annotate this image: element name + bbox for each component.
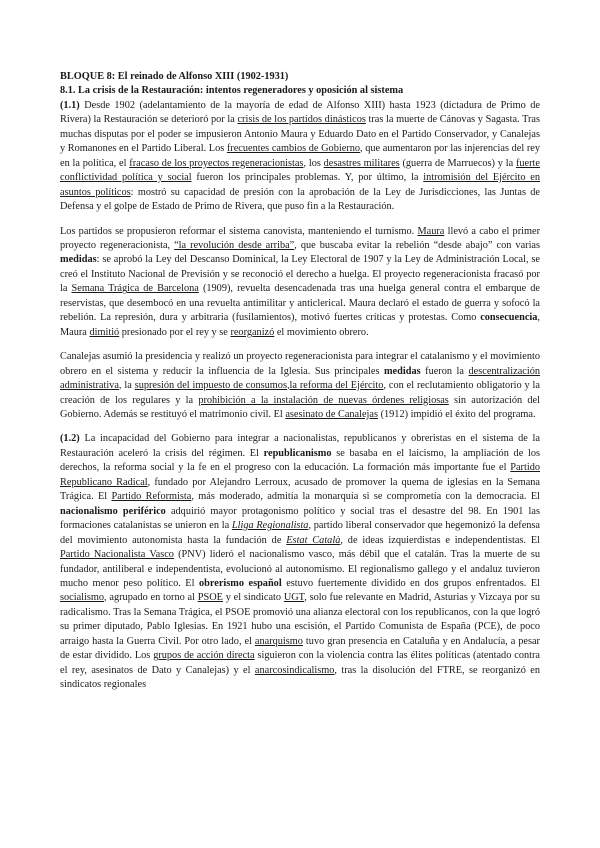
underlined-term: asesinato de Canalejas bbox=[285, 408, 378, 420]
bold-term: republicanismo bbox=[263, 447, 332, 459]
underlined-term: PSOE bbox=[197, 592, 223, 604]
underlined-term: “la revolución desde arriba” bbox=[174, 239, 295, 251]
underlined-term: anarcosindicalismo bbox=[254, 664, 335, 676]
underlined-term: dimitió bbox=[89, 326, 120, 338]
page-title: BLOQUE 8: El reinado de Alfonso XIII (1902-1931) bbox=[60, 71, 289, 82]
underlined-term: Partido Nacionalista Vasco bbox=[60, 549, 174, 561]
section-title: 8.1. La crisis de la Restauración: intentos regeneradores y oposición al sistema bbox=[60, 85, 404, 97]
underlined-term: grupos de acción directa bbox=[153, 650, 255, 662]
underlined-term: anarquismo bbox=[254, 635, 303, 647]
underlined-term: descentralización administrativa bbox=[60, 365, 540, 392]
underlined-term: socialismo bbox=[60, 592, 105, 604]
underlined-term: Maura bbox=[417, 225, 445, 237]
underlined-term: supresión del impuesto de consumos bbox=[134, 380, 287, 392]
underlined-term: intromisión del Ejército en asuntos políticos bbox=[60, 172, 540, 198]
underlined-term: reorganizó bbox=[230, 326, 275, 338]
underlined-term: UGT bbox=[283, 592, 305, 604]
bold-term: medidas bbox=[60, 254, 97, 266]
underlined-italic-term: Lliga Regionalista bbox=[231, 520, 309, 532]
section-marker: (1.1) bbox=[60, 99, 80, 111]
bold-term: medidas bbox=[383, 365, 421, 377]
underlined-italic-term: Estat Català bbox=[286, 534, 341, 546]
paragraph-1-2: (1.2) La incapacidad del Gobierno para integrar a nacionalistas, republicanos y obreristas en el sistema de la Restauración aceleró la crisis del régimen. El republicanismo se basaba en el laicismo, la ampliación de los derechos, la reforma social y la fe en el progreso con la educación. La formación más importante fue el Partido Republicano Radical, fundado por Alejandro Lerroux, acusado de promover la quema de iglesias en la Semana Trágica. El Partido Reformista, más moderado, admitía la monarquía si se comprometía con la democracia. El nacionalismo periférico adquirió mayor protagonismo político y social tras el desastre del 98. En 1901 las formaciones catalanistas se unieron en la Lliga Regionalista, partido liberal conservador que hegemonizó la defensa del movimiento autonomista hasta la fundación de Estat Català, de ideas izquierdistas e independentistas. El Partido Nacionalista Vasco (PNV) lideró el nacionalismo vasco, más débil que el catalán. Tras la muerte de su fundador, antiliberal e independentista, evolucionó al autonomismo. El regionalismo gallego y el andaluz tuvieron mucho menor peso político. El obrerismo español estuvo fuertemente dividido en dos grupos enfrentados. El socialismo, agrupado en torno al PSOE y el sindicato UGT, solo fue relevante en Madrid, Asturias y Vizcaya por su radicalismo. Tras la Semana Trágica, el PSOE promovió una alianza electoral con los republicanos, con la que logró su primer diputado, Pablo Iglesias. En 1921 hubo una escisión, el Partido Comunista de España (PCE), de poco arraigo hasta la Guerra Civil. Por otro lado, el anarquismo tuvo gran presencia en Cataluña y en Andalucía, a pesar de estar dividido. Los grupos de acción directa siguieron con la violencia contra las élites políticas (atentado contra el rey, asesinatos de Dato y Canalejas) y el anarcosindicalismo, tras la disolución del FTRE, se reorganizó en sindicatos regionales bbox=[60, 433, 541, 691]
underlined-term: fracaso de los proyectos regeneracionistas bbox=[129, 157, 304, 169]
paragraph-canalejas: Canalejas asumió la presidencia y realizó un proyecto regeneracionista para integrar el catalanismo y el movimiento obrero en el sistema y reducir la influencia de la Iglesia. Sus principales medidas fueron la descentralización administrativa, la supresión del impuesto de consumos,la reforma del Ejército, con el reclutamiento obligatorio y la creación de los regulares y la prohibición a la instalación de nuevas órdenes religiosas sin autorización del Gobierno. Además se restituyó el matrimonio civil. El asesinato de Canalejas (1912) impidió el éxito del programa. bbox=[60, 351, 540, 420]
underlined-term: Semana Trágica de Barcelona bbox=[71, 283, 199, 295]
section-marker: (1.2) bbox=[60, 433, 80, 445]
document-page bbox=[60, 70, 540, 703]
underlined-term: crisis de los partidos dinásticos bbox=[237, 114, 366, 126]
underlined-term: la reforma del Ejército bbox=[289, 380, 384, 392]
underlined-term: Partido Reformista bbox=[111, 491, 192, 503]
underlined-term: fuerte conflictividad política y social bbox=[60, 157, 540, 184]
underlined-term: frecuentes cambios de Gobierno bbox=[226, 143, 361, 155]
underlined-term: Partido Republicano Radical bbox=[60, 462, 540, 488]
paragraph-maura: Los partidos se propusieron reformar el sistema canovista, manteniendo el turnismo. Maura llevó a cabo el primer proyecto regeneracionista, “la revolución desde arriba”, que buscaba evitar la rebelión “desde abajo” con varias medidas: se aprobó la Ley del Descanso Dominical, la Ley Electoral de 1907 y la Ley de Administración Local, se creó el Instituto Nacional de Previsión y se reconoció el derecho a huelga. El proyecto regeneracionista fracasó por la Semana Trágica de Barcelona (1909), revuelta desencadenada tras una huelga general contra el embarque de reservistas, que desembocó en una revuelta antimilitar y anticlerical. Maura declaró el estado de guerra y sofocó la rebelión. La represión, dura y arbitraria (fusilamientos), motivó fuertes críticas y protestas. Como consecuencia, Maura dimitió presionado por el rey y se reorganizó el movimiento obrero. bbox=[60, 225, 541, 338]
underlined-term: prohibición a la instalación de nuevas órdenes religiosas bbox=[198, 394, 449, 406]
underlined-term: desastres militares bbox=[323, 157, 400, 169]
bold-term: consecuencia bbox=[480, 312, 538, 324]
bold-term: obrerismo español bbox=[198, 577, 282, 589]
paragraph-1-1: (1.1) Desde 1902 (adelantamiento de la mayoría de edad de Alfonso XIII) hasta 1923 (dictadura de Primo de Rivera) la Restauración se deterioró por la crisis de los partidos dinásticos tras la muerte de Cánovas y Sagasta. Tras muchas disputas por el poder se impusieron Antonio Maura y Eduardo Dato en el Partido Conservador, y Canalejas y Romanones en el Partido Liberal. Los frecuentes cambios de Gobierno, que aumentaron por las injerencias del rey en la política, el fracaso de los proyectos regeneracionistas, los desastres militares (guerra de Marruecos) y la fuerte conflictividad política y social fueron los principales problemas. Y, por último, la intromisión del Ejército en asuntos políticos: mostró su capacidad de presión con la aprobación de la Ley de Jurisdicciones, las Juntas de Defensa y el golpe de Estado de Primo de Rivera, que puso fin a la Restauración. bbox=[60, 99, 541, 213]
bold-term: nacionalismo periférico bbox=[60, 505, 166, 517]
